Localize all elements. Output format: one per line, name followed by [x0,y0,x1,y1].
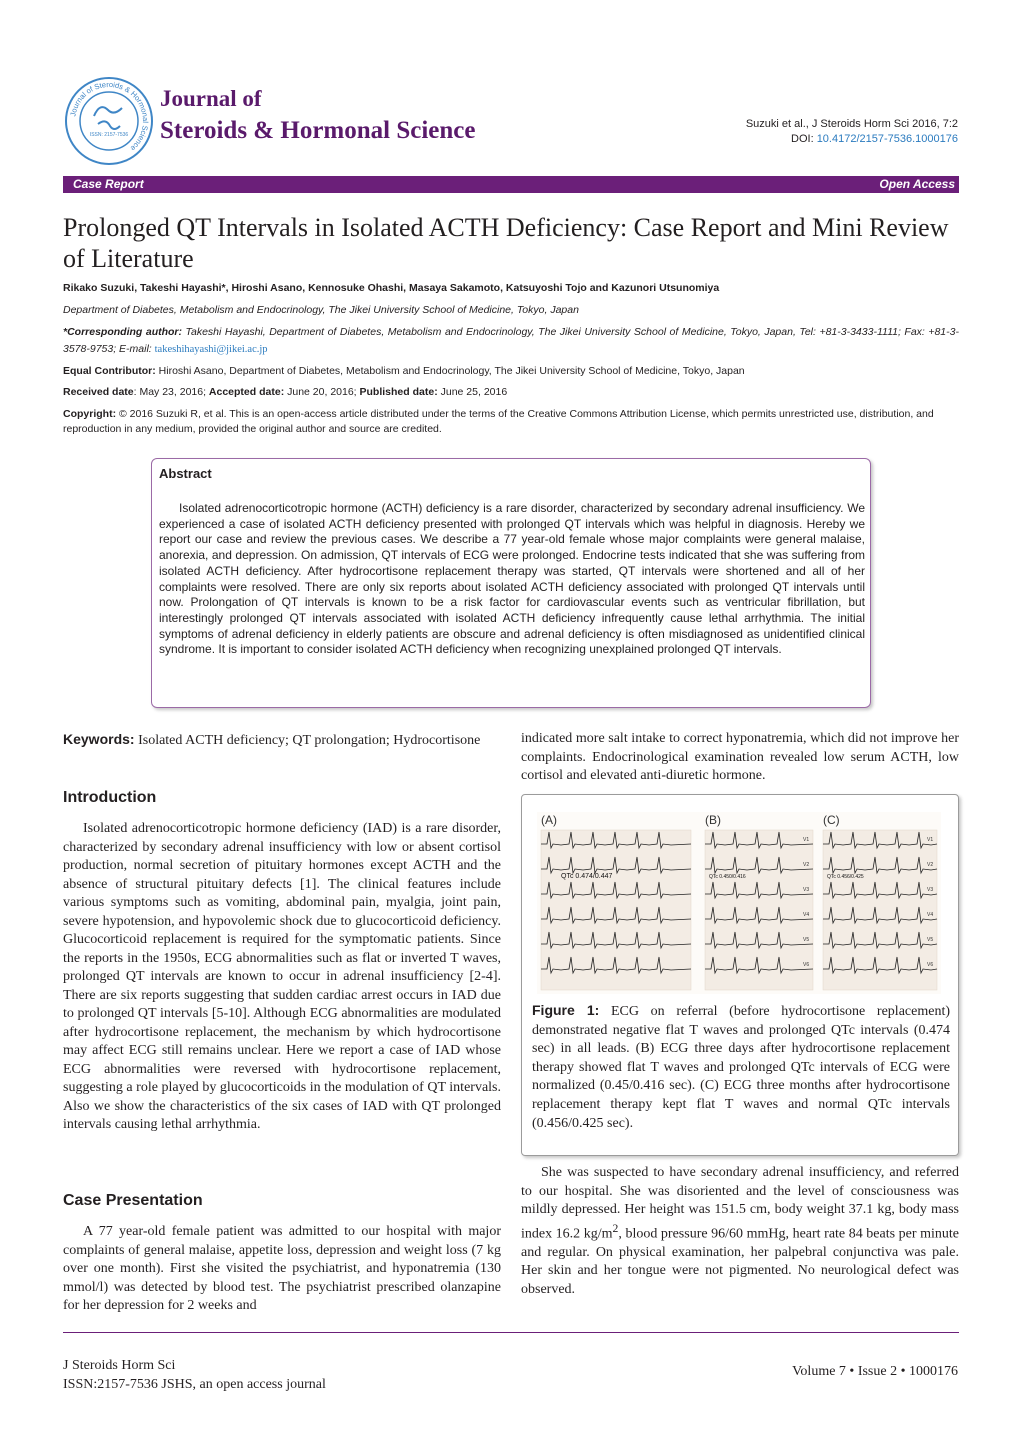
abstract-heading: Abstract [159,466,212,481]
article-title: Prolonged QT Intervals in Isolated ACTH Deficiency: Case Report and Mini Review of Literature [63,213,949,273]
corresponding-text: Takeshi Hayashi, Department of Diabetes, Metabolism and Endocrinology, The Jikei University School of Medicine, Tokyo, Japan, Tel: +81-3-3433-1111; Fax: +81-3-3578-9753; E-mail: [63,326,959,355]
lead-label: V2 [803,862,810,868]
received-date: : May 23, 2016; [133,386,209,398]
case-continued-text: indicated more salt intake to correct hyponatremia, which did not improve her complaints. Endocrinological examination revealed low serum ACTH, low cortisol and elevated anti-diuretic hormone. [521,731,959,783]
accepted-date: June 20, 2016; [284,386,360,398]
ecg-panel [705,830,813,990]
svg-text:ISSN: 2157-7536: ISSN: 2157-7536 [89,132,129,138]
accepted-label: Accepted date: [208,386,285,398]
published-label: Published date: [359,386,438,398]
keywords-text: Isolated ACTH deficiency; QT prolongation; Hydrocortisone [134,733,481,748]
citation-block [746,117,958,147]
keywords [63,730,501,751]
abstract-box [151,458,871,708]
footer-rule [63,1332,959,1333]
case-presentation-text: A 77 year-old female patient was admitted to our hospital with major complaints of general malaise, appetite loss, depression and weight loss (7 kg over one month). First she visited the psychiatrist, and hyponatremia (130 mmol/l) was detected by blood test. The psychiatrist prescribed olanzapine for her depression for 2 weeks and [63,1224,501,1313]
svg-text:Journal of Steroids & Hormonal: Journal of Steroids & Hormonal Science [68,79,151,154]
footer-issn: ISSN:2157-7536 JSHS, an open access journal [63,1377,326,1392]
introduction-text: Isolated adrenocorticotropic hormone deficiency (IAD) is a rare disorder, characterized by secondary adrenal insufficiency with low or absent cortisol production, normal secretion of pituitary hormones except ACTH and the absence of structural pituitary defects [1]. The clinical features include various symptoms such as vomiting, abdominal pain, myalgia, joint pain, severe hypotension, and hypovolemic shock due to glucocorticoid deficiency. Glucocorticoid replacement is required for the symptomatic patients. Since the reports in the 1950s, ECG abnormalities such as flat or inverted T waves, prolonged QT intervals are known to occur in adrenal insufficiency [2-4]. There are six reports suggesting that sudden cardiac arrest occurs in IAD due to prolonged QT intervals [5-10]. Although ECG abnormalities are modulated after hydrocortisone replacement, the mechanism by which hydrocortisone may affect ECG still remains unclear. Here we report a case of IAD whose ECG abnormalities were reversed with hydrocortisone replacement, suggesting a role played by glucocorticoids in the modulation of QT intervals. Also we show the characteristics of the six cases of IAD with QT prolonged intervals causing lethal arrhythmia. [63,821,501,1132]
panel-label: (C) [823,813,840,827]
dates [63,386,959,398]
figure-1 [521,794,959,1156]
corresponding-label: *Corresponding author: [63,326,183,338]
keywords-label: Keywords: [63,731,135,747]
ecg-figure [537,812,941,994]
equal-label: Equal Contributor: [63,365,156,377]
panel-label: (A) [541,813,557,827]
doi [746,132,958,147]
qtc-label: QTc 0.456/0.425 [827,874,864,880]
article-type: Case Report [73,177,144,191]
footer-volume: Volume 7 • Issue 2 • 1000176 [792,1364,958,1379]
panel-label: (B) [705,813,721,827]
published-date: June 25, 2016 [437,386,508,398]
copyright-label: Copyright: [63,408,117,420]
authors-text: Rikako Suzuki, Takeshi Hayashi*, Hiroshi Asano, Kennosuke Ohashi, Masaya Sakamoto, Katsuyoshi Tojo and Kazunori Utsunomiya [63,282,720,294]
lead-label: V1 [803,837,810,843]
doi-link[interactable]: 10.4172/2157-7536.1000176 [816,133,958,145]
lead-label: V6 [803,962,810,968]
equal-text: Hiroshi Asano, Department of Diabetes, Metabolism and Endocrinology, The Jikei University School of Medicine, Tokyo, Japan [155,365,745,377]
doi-label: DOI: [791,133,817,145]
abstract-text: Isolated adrenocorticotropic hormone (ACTH) deficiency is a rare disorder, characterized by secondary adrenal insufficiency. We experienced a case of isolated ACTH deficiency presented with prolonged QT intervals which was helpful in diagnosis. Hereby we report our case and review the previous cases. We describe a 77 year-old female whose major complaints were general malaise, anorexia, and depression. On admission, QT intervals of ECG were prolonged. Endocrine tests indicated that she was suffering from isolated ACTH deficiency. After hydrocortisone replacement therapy was started, QT intervals were shortened and all of her complaints were resolved. There are only six reports about isolated ACTH deficiency associated with prolonged QT intervals until now. Prolongation of QT intervals is known to be a risk factor for cardiovascular events such as ventricular fibrillation, but interestingly prolonged QT intervals associated with isolated ACTH deficiency infrequently cause lethal arrhythmia. The initial symptoms of adrenal deficiency in elderly patients are obscure and adrenal deficiency is often misdiagnosed as unidentified clinical syndrome. It is important to consider isolated ACTH deficiency when recognizing unexplained prolonged QT intervals. [159,501,865,657]
authors [63,282,959,294]
lead-label: V5 [803,937,810,943]
qtc-label: QTc 0.450/0.416 [709,874,746,880]
corresponding-author [63,324,959,358]
open-access-label: Open Access [879,177,955,191]
email-link[interactable]: takeshihayashi@jikei.ac.jp [154,344,268,355]
lead-label: V6 [927,962,934,968]
superscript: 2 [612,1221,619,1235]
lead-label: V5 [927,937,934,943]
journal-name-line1: Journal of [160,86,262,111]
received-label: Received date [63,386,134,398]
journal-logo [64,76,154,166]
footer-journal: J Steroids Horm Sci [63,1358,176,1373]
affiliation: Department of Diabetes, Metabolism and Endocrinology, The Jikei University School of Medicine, Tokyo, Japan [63,304,579,316]
lead-label: V3 [803,887,810,893]
exam-text-a: She was suspected to have secondary adrenal insufficiency, and referred to our hospital. She was disoriented and the level of consciousness was mildly depressed. Her height was 151.5 cm, body weight 37.1 kg, body mass index 16.2 kg/m [521,1165,959,1242]
lead-label: V2 [927,862,934,868]
journal-name-line2: Steroids & Hormonal Science [160,117,476,144]
article-type-bar [63,176,959,193]
copyright [63,407,959,437]
figure-label: Figure 1: [532,1002,600,1018]
lead-label: V3 [927,887,934,893]
equal-contributor [63,365,959,377]
lead-label: V4 [927,912,934,918]
lead-label: V1 [927,837,934,843]
case-examination-text [521,1164,959,1299]
introduction-heading: Introduction [63,789,157,806]
copyright-text: © 2016 Suzuki R, et al. This is an open-access article distributed under the terms of the Creative Commons Attribution License, which permits unrestricted use, distribution, and reproduction in any medium, provided the original author and source are credited. [63,408,934,435]
figure-caption [532,1001,950,1133]
qtc-label: QTc 0.474/0.447 [561,873,613,880]
citation: Suzuki et al., J Steroids Horm Sci 2016, 7:2 [745,118,958,130]
footer-left [63,1356,326,1394]
figure-caption-text: ECG on referral (before hydrocortisone replacement) demonstrated negative flat T waves and prolonged QTc intervals (0.474 sec) in all leads. (B) ECG three days after hydrocortisone replacement therapy showed flat T waves and prolonged QTc intervals of ECG were normalized (0.45/0.416 sec). (C) ECG three months after hydrocortisone replacement therapy kept flat T waves and normal QTc intervals (0.456/0.425 sec). [532,1004,950,1131]
exam-text-b: , blood pressure 96/60 mmHg, heart rate 84 beats per minute and regular. On physical examination, her palpebral conjunctiva was pale. Her skin and her tongue were not pigmented. No neurological defect was observed. [521,1226,959,1297]
case-presentation-heading: Case Presentation [63,1192,203,1209]
lead-label: V4 [803,912,810,918]
